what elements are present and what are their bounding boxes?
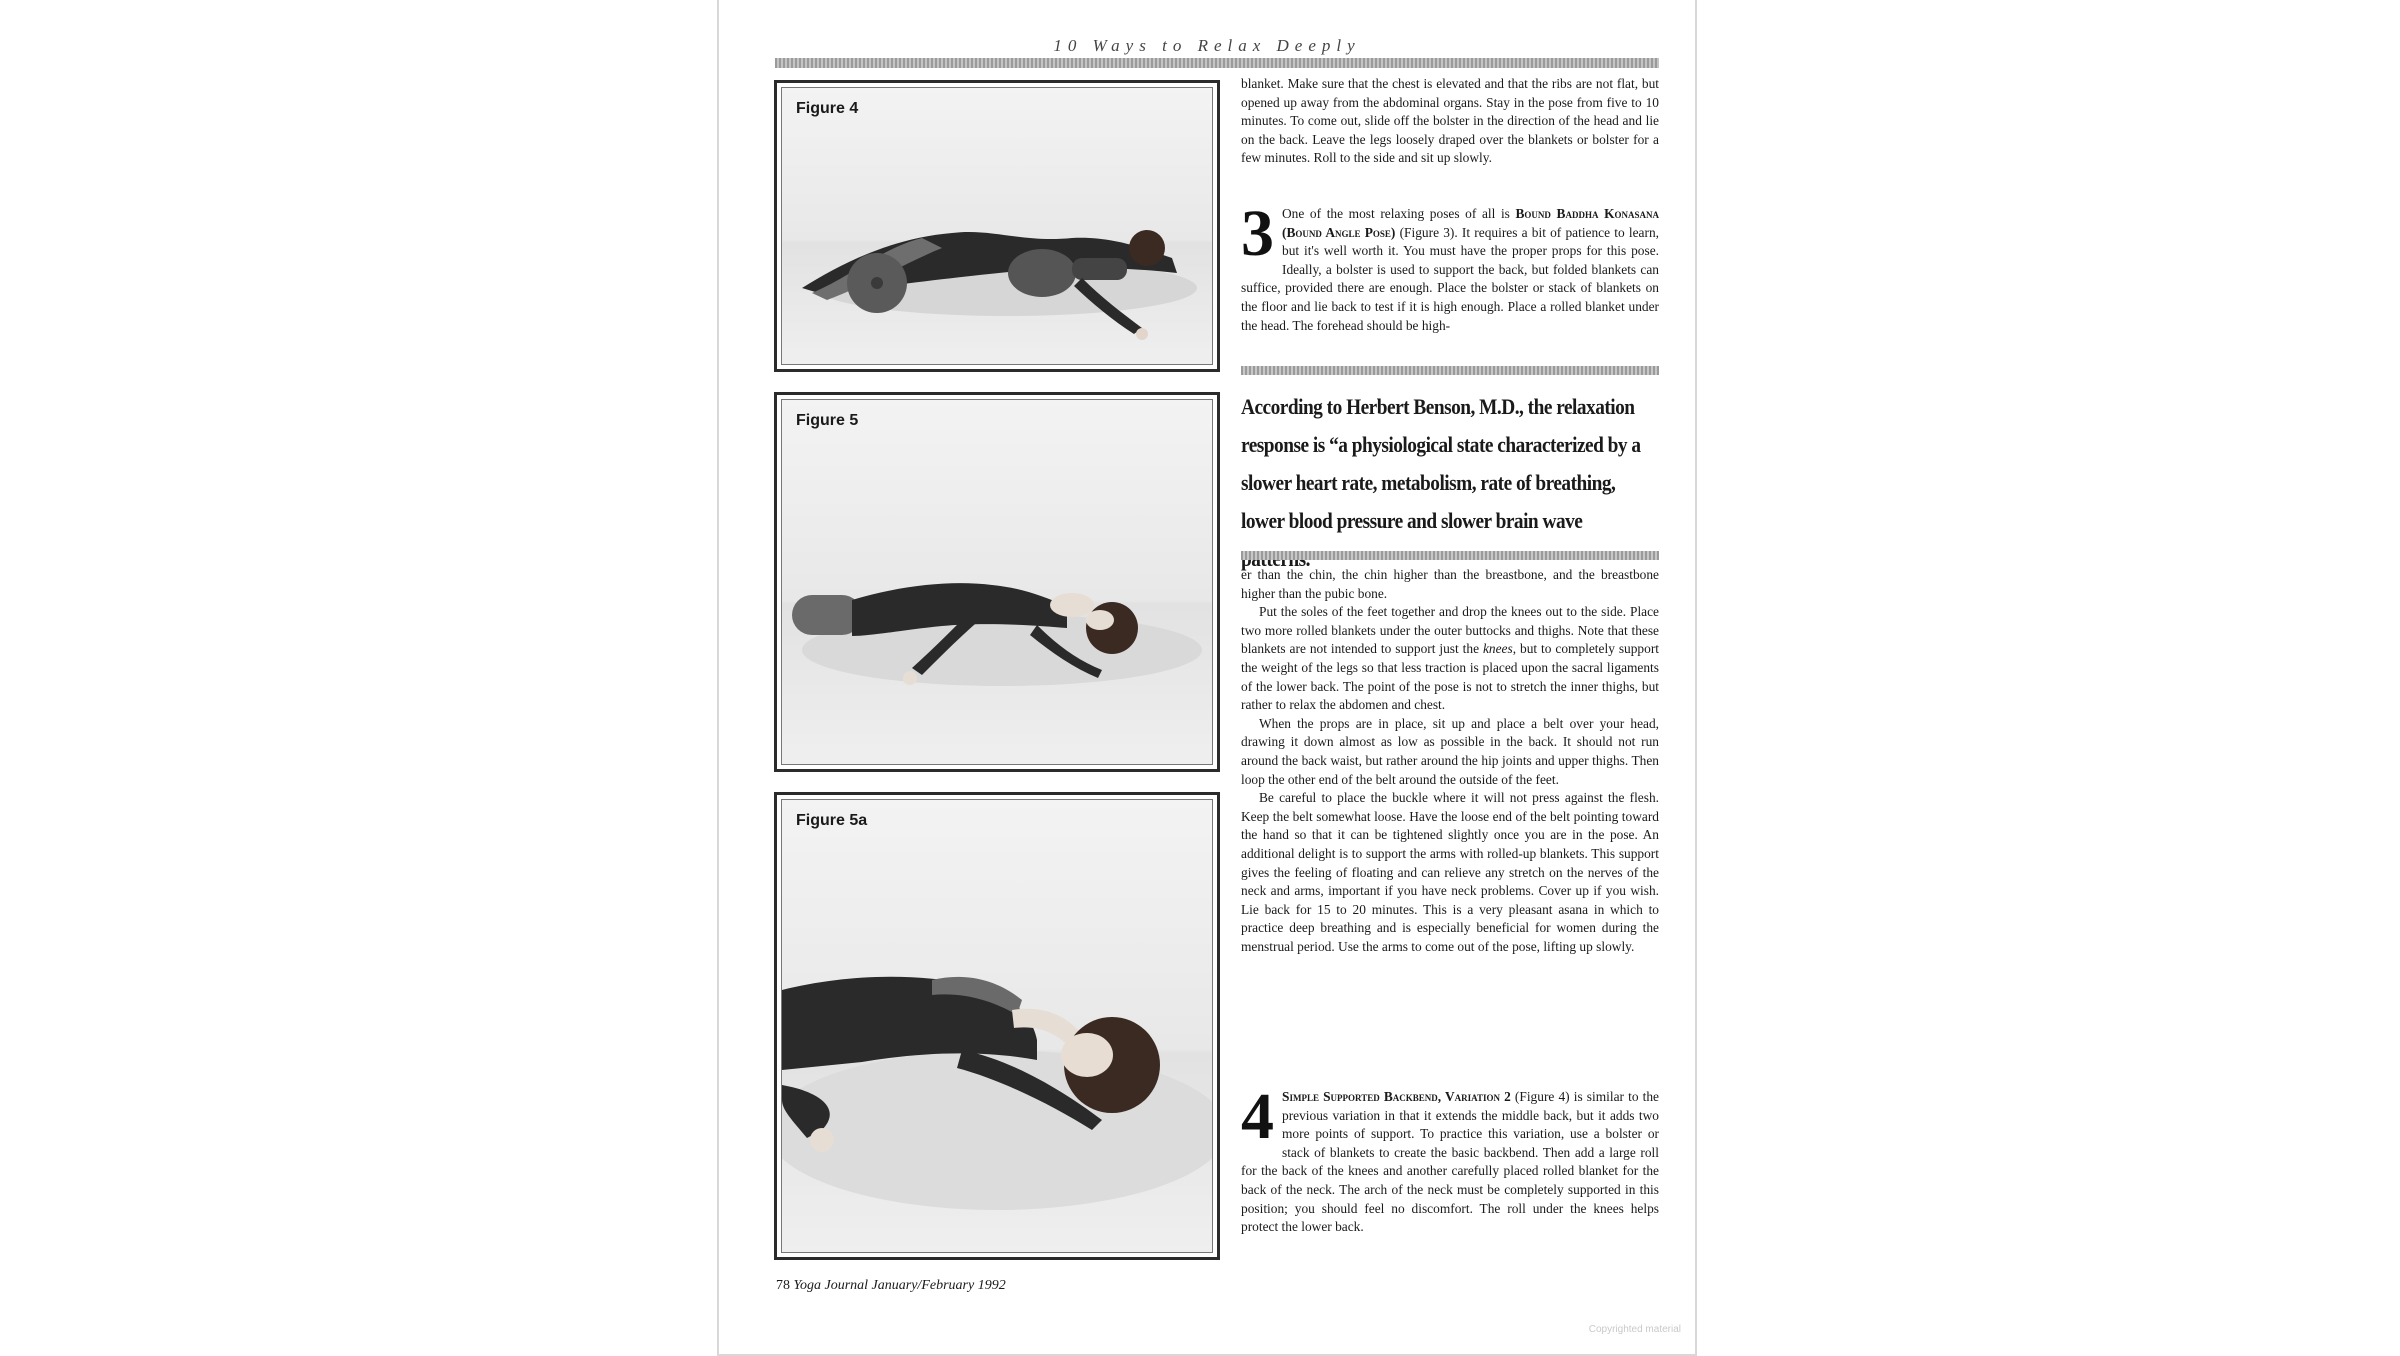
item-4-pose-name: Simple Supported Backbend, Variation 2 — [1282, 1089, 1511, 1104]
copyright-watermark: Copyrighted material — [1588, 1324, 1681, 1335]
figure-5a-illustration — [782, 800, 1212, 1252]
figure-4-photo — [781, 87, 1213, 365]
figure-5-illustration — [782, 400, 1212, 764]
publication-credit: Yoga Journal January/February 1992 — [793, 1278, 1006, 1293]
magazine-page — [717, 0, 1697, 1356]
page-number: 78 — [776, 1278, 790, 1293]
item-4-text: (Figure 4) is similar to the previous variation in that it extends the middle back, but it adds two more points of support. To practice this variation, use a bolster or stack of blankets to create the basic backbend. Then add a large roll for the back of the knees and another carefully placed rolled blanket for the back of the neck. The arch of the neck must be completely supported in this position; you should feel no discomfort. The roll under the knees helps protect the lower back. — [1241, 1089, 1660, 1235]
pull-quote-rule-top — [1241, 366, 1659, 375]
paragraph-soles-emphasis: knees — [1482, 641, 1513, 657]
figure-5-label: Figure 5 — [796, 412, 859, 429]
paragraph-props: When the props are in place, sit up and place a belt over your head, drawing it down almost as low as possible in the back. It should not run around the back waist, but rather around the hip joints and upper thighs. Then loop the other end of the belt around the outside of the feet. — [1241, 715, 1659, 787]
figure-5a — [774, 792, 1220, 1260]
figure-4-label: Figure 4 — [796, 100, 859, 117]
item-3-paragraph — [1241, 197, 1660, 335]
paragraph-soles-a: Put the soles of the feet together and drop the knees out to the side. Place two more rolled blankets under the outer buttocks and thighs. Note that these blankets are not intended to support just the — [1241, 604, 1659, 657]
figure-5 — [774, 392, 1220, 772]
text-block-top — [1241, 75, 1659, 168]
text-block-middle — [1241, 566, 1659, 956]
page-footer — [776, 1278, 1006, 1294]
dropcap-3: 3 — [1241, 197, 1274, 270]
paragraph-continuation: er than the chin, the chin higher than the breastbone, and the breastbone higher than the pubic bone. — [1241, 567, 1659, 601]
item-3-text: (Figure 3). It requires a bit of patience to learn, but it's well worth it. You must have the proper props for this pose. Ideally, a bolster is used to support the back, but folded blankets can suffice, provided there are enough. Place the bolster or stack of blankets on the floor and lie back to test if it is high enough. Place a rolled blanket under the head. The forehead should be high- — [1241, 224, 1660, 333]
paragraph-buckle: Be careful to place the buckle where it will not press against the flesh. Keep the belt somewhat loose. Have the loose end of the belt pointing toward the hand so that it can be tightened slightly once you are in the pose. An additional delight is to support the arms with rolled-up blankets. This support gives the feeling of floating and can relieve any stretch on the nerves of the neck and arms, important if you have neck problems. Cover up if you wish. Lie back for 15 to 20 minutes. This is a very pleasant asana in which to practice deep breathing and is especially beneficial for women during the menstrual period. Use the arms to come out of the pose, lifting up slowly. — [1241, 790, 1659, 954]
item-3-lead: One of the most relaxing poses of all is — [1282, 206, 1516, 221]
header-rule — [775, 58, 1659, 68]
item-4-paragraph — [1241, 1080, 1660, 1237]
figure-5a-photo — [781, 799, 1213, 1253]
figure-5-photo — [781, 399, 1213, 765]
paragraph-soles-b: , but to completely support the weight of the legs so that less traction is placed upon the sacral ligaments of the lower back. The point of the pose is not to stretch the inner thighs, but rather to relax the abdomen and chest. — [1241, 641, 1659, 713]
figure-4-illustration — [782, 88, 1212, 364]
pull-quote: According to Herbert Benson, M.D., the relaxation response is “a physiological state characterized by a slower heart rate, metabolism, rate of breathing, lower blood pressure and slower brain wave — [1241, 394, 1641, 533]
figure-5a-label: Figure 5a — [796, 812, 868, 829]
pull-quote-rule-bottom — [1241, 551, 1659, 560]
running-head: 10 Ways to Relax Deeply — [1053, 36, 1361, 55]
item-4 — [1241, 1080, 1660, 1237]
dropcap-4: 4 — [1241, 1080, 1274, 1153]
paragraph-soles — [1241, 603, 1659, 715]
item-3 — [1241, 197, 1660, 335]
paragraph-continuation-top: blanket. Make sure that the chest is elevated and that the ribs are not flat, but opened up away from the abdominal organs. Stay in the pose from five to 10 minutes. To come out, slide off the bolster in the direction of the head and lie on the back. Leave the legs loosely draped over the blankets or bolster for a few minutes. Roll to the side and sit up slowly. — [1241, 76, 1659, 166]
figure-4 — [774, 80, 1220, 372]
item-3-pose-name: Bound Baddha Konasana (Bound Angle Pose) — [1282, 206, 1659, 240]
